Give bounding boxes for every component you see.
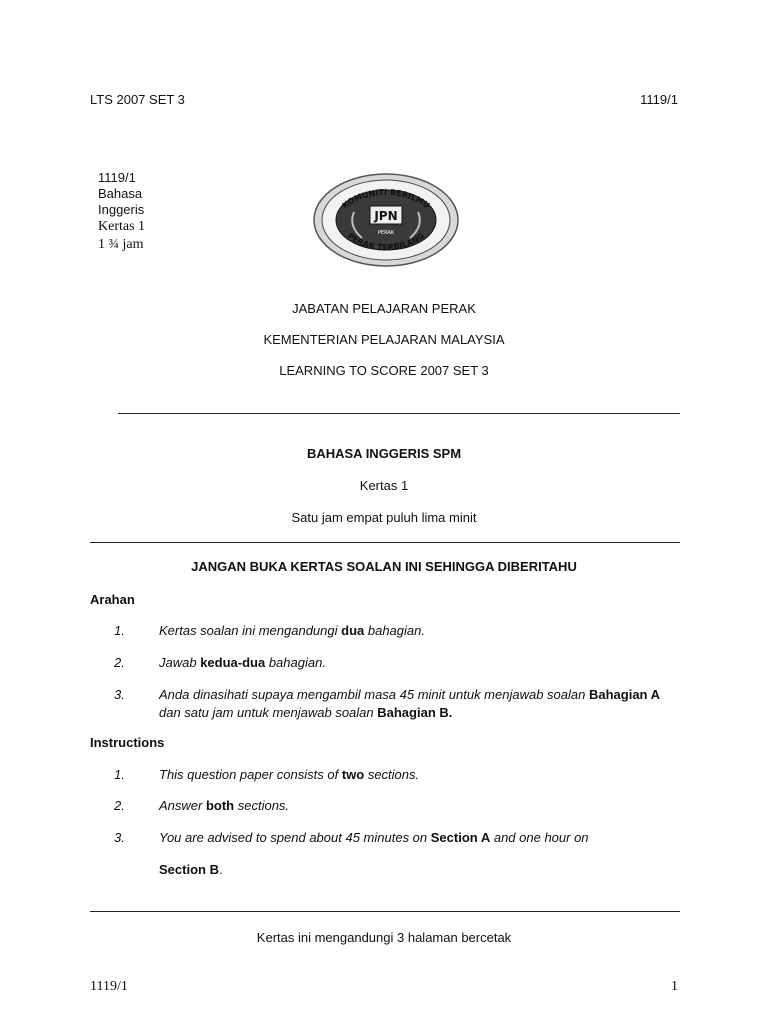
exam-title: LEARNING TO SCORE 2007 SET 3 bbox=[279, 363, 489, 378]
department-title: JABATAN PELAJARAN PERAK bbox=[292, 301, 476, 316]
logo-top-text: KOMUNITI BERILMU bbox=[340, 187, 432, 211]
instructions-item-2-text: Answer bbox=[159, 798, 206, 813]
instructions-item-2-number: 2. bbox=[114, 798, 125, 813]
arahan-item-1-text: Kertas soalan ini mengandungi bbox=[159, 623, 342, 638]
instructions-item-3-bold-b: Section B bbox=[159, 862, 219, 877]
instructions-heading: Instructions bbox=[90, 735, 165, 750]
arahan-item-2 bbox=[159, 654, 684, 672]
jpn-perak-logo bbox=[312, 172, 460, 268]
subject-duration: Satu jam empat puluh lima minit bbox=[291, 510, 477, 525]
arahan-item-3-middle: dan satu jam untuk menjawab soalan bbox=[159, 705, 378, 720]
arahan-item-2-bold: kedua-dua bbox=[200, 655, 266, 670]
cover-paper: Kertas 1 bbox=[98, 219, 146, 234]
instructions-item-1-bold: two bbox=[341, 767, 365, 782]
arahan-item-1-bold: dua bbox=[341, 623, 365, 638]
cover-subject-line2: Inggeris bbox=[98, 202, 145, 217]
instructions-item-1-text: This question paper consists of bbox=[159, 767, 342, 782]
instructions-item-2-bold: both bbox=[205, 798, 235, 813]
header-right: 1119/1 bbox=[640, 92, 678, 107]
subject-name: BAHASA INGGERIS SPM bbox=[306, 446, 462, 461]
cover-code: 1119/1 bbox=[98, 170, 136, 185]
instructions-item-2 bbox=[159, 797, 684, 815]
arahan-item-1 bbox=[159, 622, 684, 640]
arahan-item-2-number: 2. bbox=[114, 655, 125, 670]
instructions-item-3-end: . bbox=[218, 862, 223, 877]
arahan-item-1-tail: bahagian. bbox=[364, 623, 425, 638]
page-count-note: Kertas ini mengandungi 3 halaman bercetak bbox=[256, 930, 512, 945]
instructions-item-3 bbox=[159, 829, 684, 847]
divider-top bbox=[118, 413, 680, 414]
logo-center-text: JPN bbox=[374, 209, 398, 223]
instructions-item-1 bbox=[159, 766, 684, 784]
footer-page-number: 1 bbox=[671, 979, 678, 994]
footer-left: 1119/1 bbox=[90, 979, 128, 994]
divider-bottom bbox=[90, 911, 680, 912]
arahan-item-3-number: 3. bbox=[114, 687, 125, 702]
instructions-item-1-number: 1. bbox=[114, 767, 125, 782]
instructions-item-1-tail: sections. bbox=[364, 767, 420, 782]
cover-duration: 1 ¾ jam bbox=[98, 237, 144, 252]
arahan-item-3-text: Anda dinasihati supaya mengambil masa 45 minit untuk menjawab soalan bbox=[159, 687, 589, 702]
instructions-item-3-continued bbox=[159, 861, 684, 879]
cover-subject-line1: Bahasa bbox=[98, 186, 143, 201]
logo-small-text: PERAK bbox=[377, 230, 395, 236]
arahan-item-3 bbox=[159, 686, 684, 722]
arahan-item-2-text: Jawab bbox=[159, 655, 201, 670]
arahan-heading: Arahan bbox=[90, 592, 135, 607]
arahan-item-3-bold-a: Bahagian A bbox=[588, 687, 661, 702]
instructions-item-3-middle: and one hour on bbox=[490, 830, 589, 845]
cover-block bbox=[98, 170, 145, 254]
arahan-item-1-number: 1. bbox=[114, 623, 125, 638]
subject-paper: Kertas 1 bbox=[359, 478, 409, 493]
logo-emblem-icon bbox=[312, 172, 460, 268]
instructions-item-3-text: You are advised to spend about 45 minutes on bbox=[159, 830, 431, 845]
instructions-item-2-tail: sections. bbox=[234, 798, 290, 813]
header-left: LTS 2007 SET 3 bbox=[90, 92, 185, 107]
instructions-item-3-bold-a: Section A bbox=[430, 830, 491, 845]
logo-bottom-text: PERAK TERBILANG bbox=[345, 231, 427, 252]
arahan-item-2-tail: bahagian. bbox=[265, 655, 326, 670]
instructions-item-3-number: 3. bbox=[114, 830, 125, 845]
warning-text: JANGAN BUKA KERTAS SOALAN INI SEHINGGA DIBERITAHU bbox=[191, 559, 577, 574]
divider-middle bbox=[90, 542, 680, 543]
arahan-item-3-bold-b: Bahagian B. bbox=[377, 705, 453, 720]
ministry-title: KEMENTERIAN PELAJARAN MALAYSIA bbox=[263, 332, 505, 347]
